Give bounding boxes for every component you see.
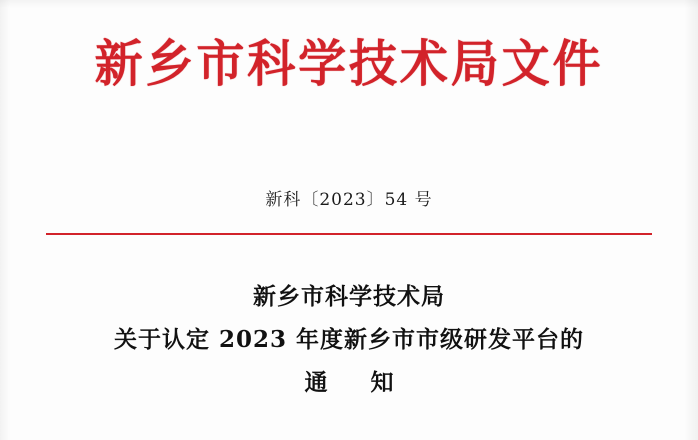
red-separator-rule	[46, 233, 652, 235]
document-title-line-2: 关于认定 2023 年度新乡市市级研发平台的	[113, 326, 585, 353]
document-title-line-1: 新乡市科学技术局	[253, 283, 445, 310]
document-header	[0, 34, 698, 93]
document-title-block	[0, 275, 698, 404]
document-title-line-3: 通 知	[304, 369, 404, 396]
scan-edge-top	[0, 0, 698, 8]
document-number: 新科〔2023〕54 号	[265, 190, 433, 210]
issuing-authority-title: 新乡市科学技术局文件	[94, 34, 604, 93]
